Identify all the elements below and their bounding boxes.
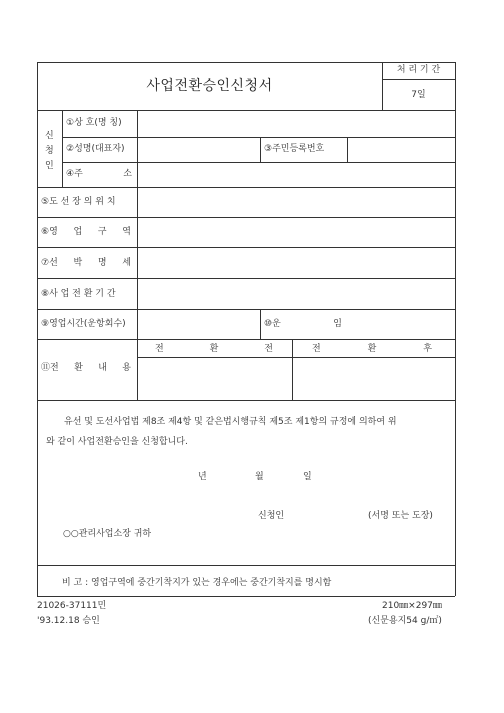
processing-label-line [382,79,455,80]
row-line [37,565,455,566]
row-line [37,339,455,340]
row-line [37,400,455,401]
label-period: ⑧사 업 전 환 기 간 [41,289,116,299]
declaration-line-1: 유선 및 도선사업법 제8조 제4항 및 같은법시행규칙 제5조 제1항의 규정에 의하여 위 [64,417,397,427]
applicant-char: 인 [45,161,54,171]
label-before: 전 환 전 [155,344,273,354]
row-line [37,247,455,248]
row-line [37,217,455,218]
signature-note: (서명 또는 도장) [368,511,433,521]
row-line [137,357,455,358]
paper-type: (신문용지54 g/㎡) [368,616,442,626]
row-line [62,162,455,163]
processing-value: 7일 [411,90,426,100]
approval-date: '93.12.18 승인 [37,616,100,626]
row-line [62,137,455,138]
row-line [37,309,455,310]
processing-label: 처 리 기 간 [396,65,441,75]
label-conversion: ⑪전 환 내 용 [41,363,131,373]
label-resident-no: ③주민등록번호 [264,144,325,154]
applicant-char: 신 [45,131,54,141]
frame-left [37,62,38,596]
label-trade-name: ①상 호(명 칭) [66,118,122,128]
col-line [137,110,138,400]
date-month: 월 [255,472,264,482]
label-fare: ⑩운 임 [264,319,342,329]
label-after: 전 환 후 [312,344,432,354]
form-number: 21026-37111민 [37,601,107,611]
paper-size: 210㎜×297㎜ [382,601,442,611]
row-line [37,187,455,188]
label-name: ②성명(대표자) [66,144,125,154]
label-route: ⑥영 업 구 역 [41,227,131,237]
row-line [37,278,455,279]
applicant-char: 청 [45,146,54,156]
frame-bottom [37,596,455,597]
col-line [260,309,261,339]
applicant-label: 신청인 [258,511,285,521]
form-title: 사업전환승인신청서 [146,78,273,94]
row-line [37,110,455,111]
date-year: 년 [198,472,207,482]
frame-right [455,62,456,596]
remarks-note: 비 고 : 영업구역에 중간기착지가 있는 경우에는 중간기착지를 명시함 [62,578,332,588]
col-line [260,137,261,162]
label-operating-hours: ⑨영업시간(운항회수) [41,319,126,329]
col-line [292,339,293,400]
frame-top [37,62,455,63]
label-dock-location: ⑤도 선 장 의 위 치 [41,197,116,207]
col-line [62,110,63,187]
date-day: 일 [303,472,312,482]
label-vessel: ⑦선 박 명 세 [41,258,131,268]
label-address: ④주 소 [66,169,132,179]
addressee: ○○관리사업소장 귀하 [63,529,152,539]
col-line [347,137,348,162]
declaration-line-2: 와 같이 사업전환승인을 신청합니다. [46,437,188,447]
